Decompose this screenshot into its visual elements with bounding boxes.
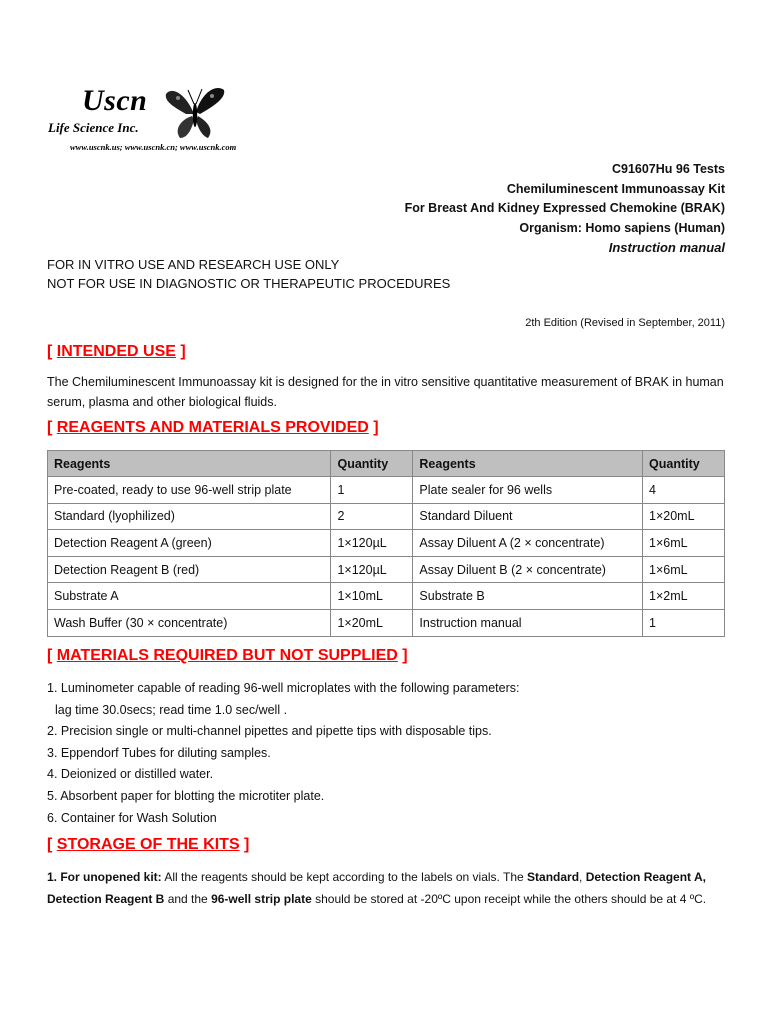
section-title-text: INTENDED USE bbox=[56, 343, 176, 360]
bracket-close: ] bbox=[397, 647, 408, 664]
edition-note: 2th Edition (Revised in September, 2011) bbox=[525, 317, 725, 329]
storage-lead: 1. For unopened kit: bbox=[47, 870, 162, 884]
table-cell: Plate sealer for 96 wells bbox=[413, 477, 643, 504]
bracket-close: ] bbox=[368, 419, 379, 436]
list-item: 1. Luminometer capable of reading 96-well microplates with the following parameters: bbox=[47, 681, 520, 695]
logo-subtitle: Life Science Inc. bbox=[48, 120, 139, 135]
table-cell: 1 bbox=[331, 477, 413, 504]
column-header: Reagents bbox=[413, 451, 643, 477]
section-title-text: REAGENTS AND MATERIALS PROVIDED bbox=[56, 419, 369, 436]
column-header: Quantity bbox=[331, 451, 413, 477]
disclaimer-line-2: NOT FOR USE IN DIAGNOSTIC OR THERAPEUTIC PROCEDURES bbox=[47, 276, 451, 291]
kit-name: Chemiluminescent Immunoassay Kit bbox=[506, 181, 725, 196]
table-cell: Standard Diluent bbox=[413, 503, 643, 530]
storage-text-4: should be stored at -20ºC upon receipt while the others should be at 4 ºC. bbox=[311, 892, 707, 906]
section-title-text: MATERIALS REQUIRED BUT NOT SUPPLIED bbox=[56, 647, 398, 664]
table-row bbox=[48, 556, 725, 583]
table-row bbox=[48, 609, 725, 636]
list-item: 3. Eppendorf Tubes for diluting samples. bbox=[47, 745, 271, 760]
table-cell: 1×10mL bbox=[331, 583, 413, 610]
column-header: Reagents bbox=[48, 451, 331, 477]
table-cell: 1×6mL bbox=[643, 556, 725, 583]
section-title-text: STORAGE OF THE KITS bbox=[56, 836, 240, 853]
storage-bold-3: 96-well strip plate bbox=[211, 892, 312, 906]
organism: Organism: Homo sapiens (Human) bbox=[519, 220, 725, 235]
bracket-open: [ bbox=[47, 836, 57, 853]
logo-wordmark: Uscn bbox=[82, 84, 148, 117]
section-title-materials-required bbox=[47, 647, 408, 665]
list-item: 6. Container for Wash Solution bbox=[47, 810, 217, 825]
table-cell: 1 bbox=[643, 609, 725, 636]
table-cell: Wash Buffer (30 × concentrate) bbox=[48, 609, 331, 636]
section-title-intended-use bbox=[47, 343, 186, 361]
table-row bbox=[48, 503, 725, 530]
table-cell: 1×20mL bbox=[643, 503, 725, 530]
intended-use-text: The Chemiluminescent Immunoassay kit is designed for the in vitro sensitive quantitative measurement of BRAK in human serum, plasma and other biological fluids. bbox=[47, 375, 724, 409]
table-header-row bbox=[48, 451, 725, 477]
table-row bbox=[48, 477, 725, 504]
kit-target: For Breast And Kidney Expressed Chemokine (BRAK) bbox=[404, 201, 725, 216]
table-row bbox=[48, 530, 725, 557]
list-item: 5. Absorbent paper for blotting the microtiter plate. bbox=[47, 788, 325, 803]
bracket-close: ] bbox=[239, 836, 250, 853]
table-row bbox=[48, 583, 725, 610]
table-cell: Standard (lyophilized) bbox=[48, 503, 331, 530]
table-cell: Detection Reagent A (green) bbox=[48, 530, 331, 557]
section-title-storage bbox=[47, 836, 249, 854]
table-cell: 2 bbox=[331, 503, 413, 530]
table-cell: 1×20mL bbox=[331, 609, 413, 636]
storage-bold-1: Standard bbox=[527, 870, 580, 884]
bracket-open: [ bbox=[47, 419, 57, 436]
storage-text-1: All the reagents should be kept according to the labels on vials. The bbox=[161, 870, 528, 884]
catalog-number: C91607Hu 96 Tests bbox=[611, 162, 725, 176]
product-header bbox=[405, 160, 725, 258]
column-header: Quantity bbox=[643, 451, 725, 477]
logo-urls: www.uscnk.us; www.uscnk.cn; www.uscnk.com bbox=[70, 142, 237, 152]
section-title-reagents bbox=[47, 419, 379, 437]
table-cell: 1×120µL bbox=[331, 530, 413, 557]
butterfly-icon bbox=[164, 84, 226, 140]
table-cell: Instruction manual bbox=[413, 609, 643, 636]
bracket-open: [ bbox=[47, 647, 57, 664]
table-cell: Substrate B bbox=[413, 583, 643, 610]
reagents-table bbox=[47, 450, 725, 637]
disclaimer-line-1: FOR IN VITRO USE AND RESEARCH USE ONLY bbox=[47, 257, 340, 272]
table-cell: Detection Reagent B (red) bbox=[48, 556, 331, 583]
manual-label: Instruction manual bbox=[608, 240, 725, 256]
table-cell: Substrate A bbox=[48, 583, 331, 610]
table-cell: 1×6mL bbox=[643, 530, 725, 557]
table-cell: 4 bbox=[643, 477, 725, 504]
bracket-close: ] bbox=[175, 343, 186, 360]
table-cell: Pre-coated, ready to use 96-well strip plate bbox=[48, 477, 331, 504]
list-item: 4. Deionized or distilled water. bbox=[47, 767, 214, 782]
list-item: lag time 30.0secs; read time 1.0 sec/well . bbox=[55, 702, 288, 717]
use-disclaimer bbox=[47, 255, 450, 293]
table-cell: Assay Diluent B (2 × concentrate) bbox=[413, 556, 643, 583]
materials-list bbox=[47, 678, 519, 829]
storage-text-3: and the bbox=[164, 892, 212, 906]
bracket-open: [ bbox=[47, 343, 57, 360]
storage-text bbox=[47, 866, 728, 910]
list-item: 2. Precision single or multi-channel pipettes and pipette tips with disposable tips. bbox=[47, 724, 492, 739]
table-cell: Assay Diluent A (2 × concentrate) bbox=[413, 530, 643, 557]
table-cell: 1×2mL bbox=[643, 583, 725, 610]
storage-bold-2: Detection Reagent A, Detection Reagent B bbox=[47, 870, 706, 906]
storage-text-2: , bbox=[579, 870, 586, 884]
table-cell: 1×120µL bbox=[331, 556, 413, 583]
company-logo bbox=[46, 84, 286, 156]
